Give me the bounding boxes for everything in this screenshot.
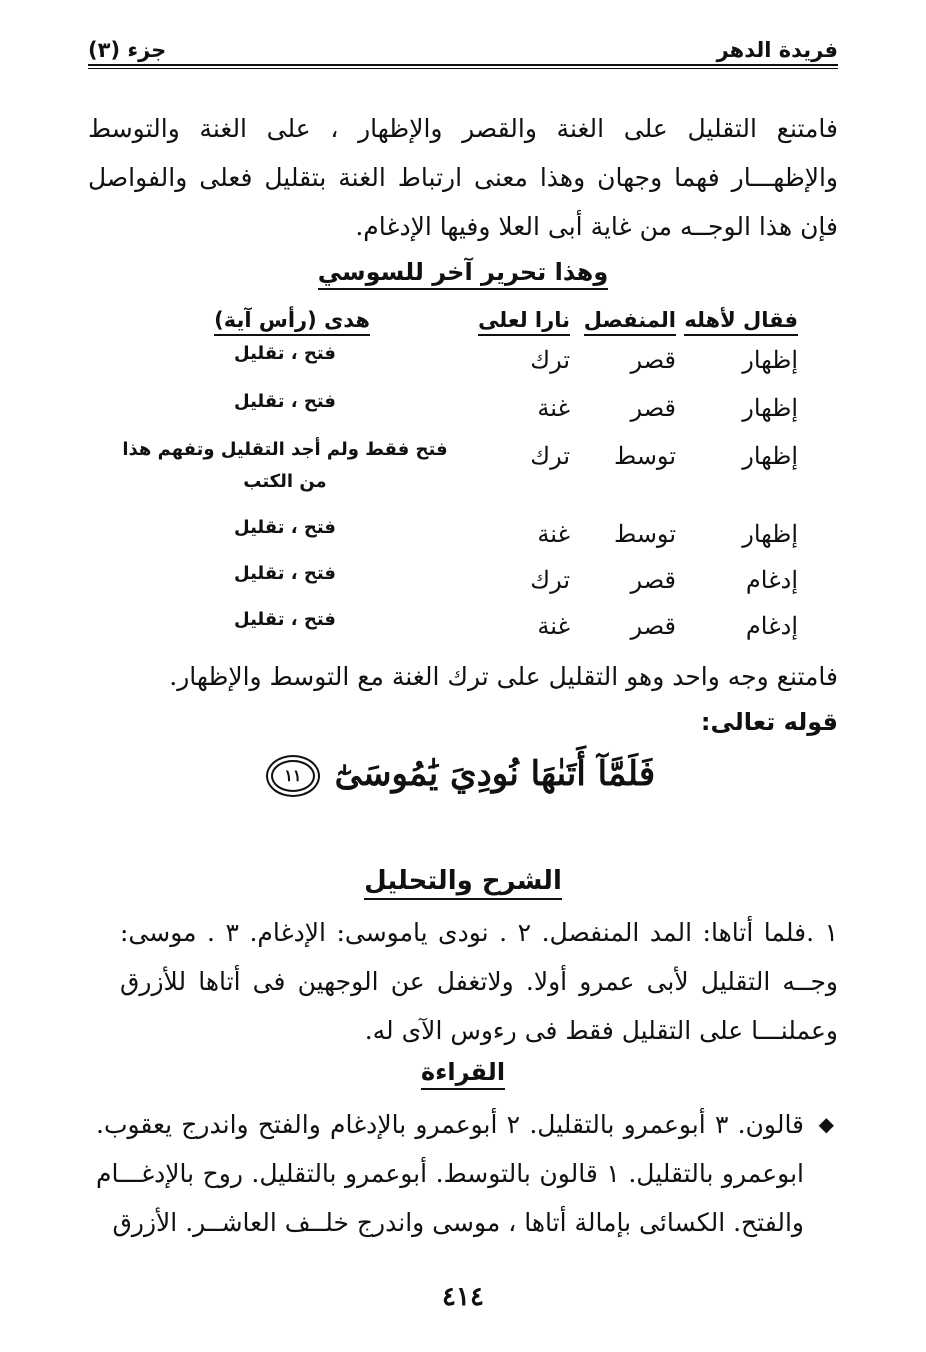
running-header [88,28,838,62]
ayah-number-icon: ١١ [271,760,315,792]
table-cell: فتح ، تقليل [234,343,336,364]
table-cell: قصر [630,346,676,374]
book-title: فريدة الدهر [716,38,838,62]
paragraph-4: قالون. ٣ أبوعمرو بالتقليل. ٢ أبوعمرو بالإدغام والفتح واندرج يعقوب. ابوعمرو بالتقليل. ١ قالون بالتوسط. أبوعمرو بالتقليل. روح بالإدغـــام والفتح. الكسائى بإمالة أتاها ، موسى واندرج خلــف العاشــر. الأزرق [96,1110,805,1237]
table-cell: إدغام [745,566,798,594]
paragraph-1: فامتنع التقليل على الغنة والقصر والإظهار ، على الغنة والتوسط والإظهـــار فهما وجهان وهذا معنى ارتباط الغنة بتقليل فعلى والفواصل فإن هذا الوجــه من غاية أبى العلا وفيها الإدغام. [88,114,838,241]
header-rule-thin [88,68,838,69]
table-cell: فتح فقط ولم أجد التقليل وتفهم هذا من الكتب [122,439,448,492]
table-header-4: هدى (رأس آية) [214,308,370,336]
section-heading-tahrir: وهذا تحرير آخر للسوسي [0,258,926,286]
table-header-3: نارا لعلى [478,308,570,336]
table-cell: فتح ، تقليل [234,391,336,412]
verse-text: فَلَمَّآ أَتَىٰهَا نُودِيَ يَٰمُوسَىٰٓ [334,754,656,794]
table-cell: غنة [537,612,570,640]
header-rule [88,64,838,66]
table-cell: قصر [630,566,676,594]
qawl-label: قوله تعالى: [700,708,838,736]
part-label: جزء (٣) [88,38,167,62]
page-number: ٤١٤ [442,1282,484,1312]
quran-verse [0,754,926,794]
table-cell: توسط [614,520,676,548]
table-cell: إدغام [745,612,798,640]
table-cell: توسط [614,442,676,470]
table-cell: ترك [530,566,570,594]
table-cell: فتح ، تقليل [234,563,336,584]
section-heading-sharh: الشرح والتحليل [0,866,926,896]
table-cell: غنة [537,394,570,422]
section-heading-qiraa: القراءة [0,1058,926,1086]
table-header-1: فقال لأهله [684,308,798,336]
table-cell: إظهار [742,346,798,374]
table-cell: إظهار [742,442,798,470]
diamond-bullet-icon: ◆ [818,1112,834,1136]
table-cell: إظهار [742,520,798,548]
paragraph-2: فامتنع وجه واحد وهو التقليل على ترك الغنة مع التوسط والإظهار. [169,662,838,691]
table-header-2: المنفصل [584,308,676,336]
paragraph-3: ١ .فلما أتاها: المد المنفصل. ٢ . نودى ياموسى: الإدغام. ٣ . موسى: وجــه التقليل لأبى عمرو أولا. ولاتغفل عن الوجهين فى أتاها للأزرق وعملنـــا على التقليل فقط فى رءوس الآى له. [120,918,838,1045]
table-cell: غنة [537,520,570,548]
table-cell: فتح ، تقليل [234,609,336,630]
table-cell: ترك [530,346,570,374]
table-cell: قصر [630,394,676,422]
table-cell: إظهار [742,394,798,422]
table-cell: فتح ، تقليل [234,517,336,538]
table-cell: قصر [630,612,676,640]
table-cell: ترك [530,442,570,470]
